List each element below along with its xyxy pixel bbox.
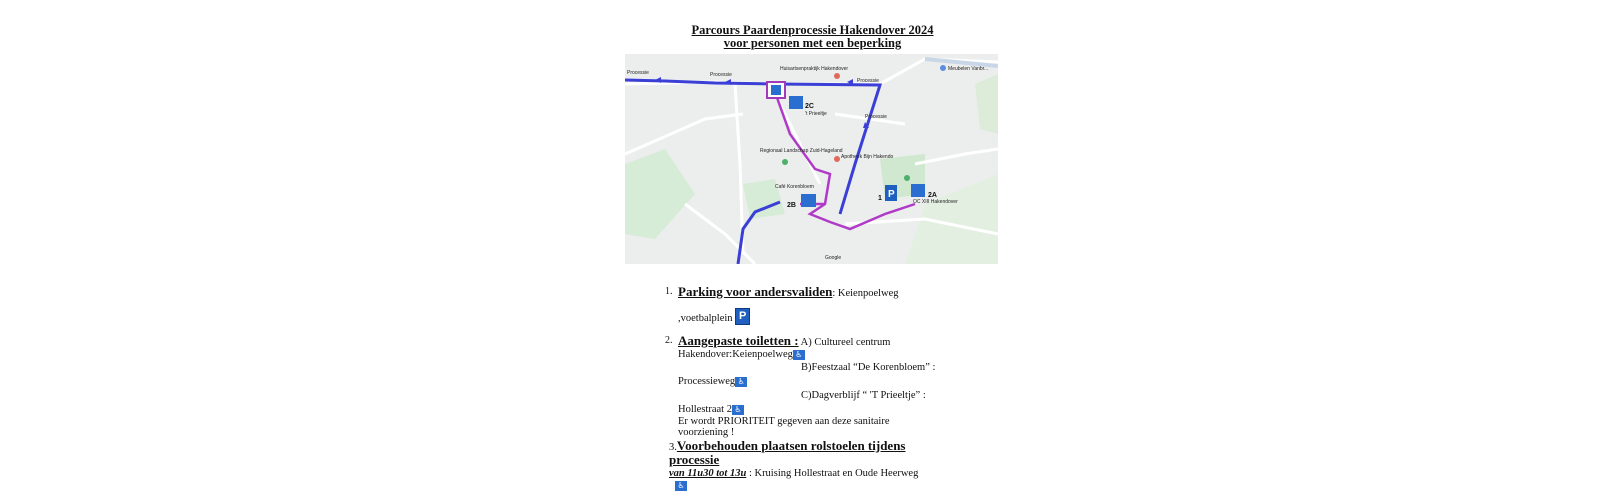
route-map-svg xyxy=(625,54,998,264)
toilet-a: A) Cultureel centrum xyxy=(798,337,891,348)
poi-pin-right xyxy=(940,65,946,71)
list-item-parking xyxy=(665,286,975,325)
route-map xyxy=(625,54,998,264)
parking-letter-map: P xyxy=(888,189,895,200)
label-processie-1: Processie xyxy=(627,70,649,76)
wheelchair-icon-2c xyxy=(789,96,803,109)
parking-heading: Parking voor andersvaliden xyxy=(678,284,833,299)
label-site-1: 1 xyxy=(878,195,882,202)
item-number: 2. xyxy=(665,335,673,346)
label-poi-park: Regionaal Landschap Zuid-Hageland xyxy=(760,148,843,154)
label-poi-right: Meubelen Vanbr... xyxy=(948,66,989,72)
list-item-toilets xyxy=(665,335,975,438)
title-line-2: voor personen met een beperking xyxy=(723,36,902,50)
wheelchair-icon: ♿ xyxy=(793,350,805,360)
crossing-text: : Kruising Hollestraat en Oude Heerweg xyxy=(746,468,919,479)
label-okxiii: OC XIII Hakendover xyxy=(913,199,958,205)
toilet-b-address: Processieweg xyxy=(678,376,736,387)
parking-text: : Keienpoelweg xyxy=(832,288,899,299)
title-line-1: Parcours Paardenprocessie Hakendover 2024 xyxy=(691,23,934,37)
label-google: Google xyxy=(825,255,842,261)
item-number: 1. xyxy=(665,286,673,297)
toilet-c-address: Hollestraat 2 xyxy=(678,404,732,415)
priority-note-2: voorziening ! xyxy=(678,427,735,438)
label-processie-4: Processie xyxy=(865,114,887,120)
wheelchair-icon-2b xyxy=(801,194,816,207)
item-number: 3. xyxy=(669,442,677,453)
wheelchair-heading-2: processie xyxy=(669,452,720,467)
toilet-a-address: Hakendover:Keienpoelweg xyxy=(678,349,793,360)
toilets-heading: Aangepaste toiletten : xyxy=(678,333,799,348)
wheelchair-icon: ♿ xyxy=(675,481,687,491)
label-cafe: Café Korenbloem xyxy=(775,184,814,190)
toilet-b: B)Feestzaal “De Korenbloem” : xyxy=(801,362,936,373)
wheelchair-icon: ♿ xyxy=(735,377,747,387)
label-2c-sub: 't Prieeltje xyxy=(805,111,827,117)
poi-pin-field xyxy=(904,175,910,181)
label-poi-mid: Apotheek Bijn Hakendo xyxy=(841,154,894,160)
toilet-c: C)Dagverblijf “ 'T Prieeltje” : xyxy=(801,390,926,401)
time-range: van 11u30 tot 13u xyxy=(669,468,747,479)
document-title xyxy=(625,24,1000,50)
label-2a: 2A xyxy=(928,192,937,199)
wheelchair-icon-2a xyxy=(911,184,925,197)
parking-text-2: ,voetbalplein xyxy=(678,313,733,324)
label-2c: 2C xyxy=(805,103,814,110)
label-poi-top: Huisartsenpraktijk Hakendover xyxy=(780,66,849,72)
priority-note-1: Er wordt PRIORITEIT gegeven aan deze sanitaire xyxy=(678,416,890,427)
label-processie-2: Processie xyxy=(710,72,732,78)
parking-icon: P xyxy=(735,308,750,325)
wheelchair-heading-1: Voorbehouden plaatsen rolstoelen tijdens xyxy=(676,438,906,453)
label-processie-3: Processie xyxy=(857,78,879,84)
label-2b: 2B xyxy=(787,202,796,209)
poi-pin-park xyxy=(782,159,788,165)
list-item-wheelchair-spots xyxy=(665,440,975,492)
poi-pin-top xyxy=(834,73,840,79)
wheelchair-icon-2c-a xyxy=(771,85,781,95)
info-list xyxy=(665,286,975,492)
poi-pin-mid xyxy=(834,156,840,162)
wheelchair-icon: ♿ xyxy=(732,405,744,415)
